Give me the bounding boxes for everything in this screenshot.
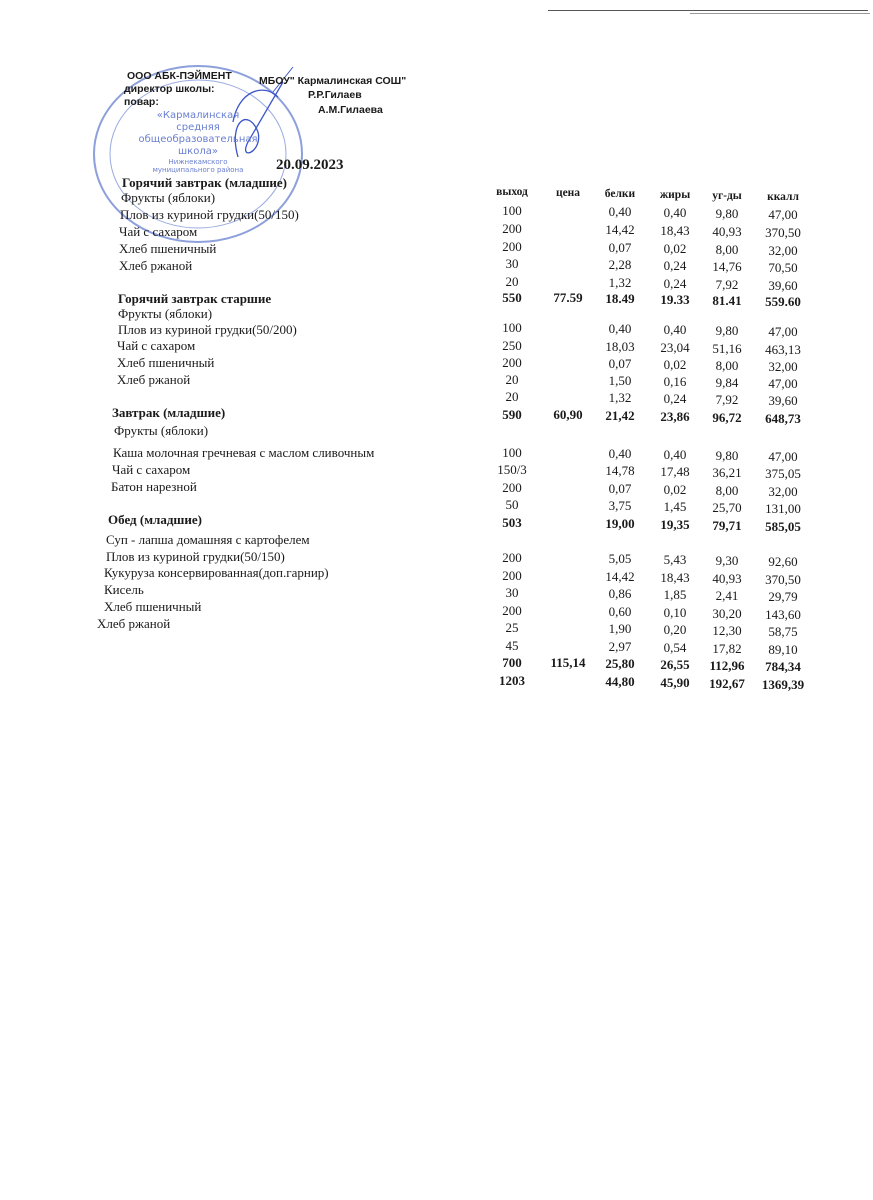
- cell-fat: 0,02: [663, 357, 687, 372]
- cell-fat: 23,04: [660, 340, 690, 355]
- dish-name: Хлеб пшеничный: [104, 599, 202, 614]
- cell-carbs: 8,00: [715, 483, 739, 498]
- cell-protein: 3,75: [608, 498, 632, 513]
- cell-kcal: 370,50: [765, 572, 801, 587]
- stamp-line: школа»: [178, 146, 218, 157]
- cell-kcal: 92,60: [768, 554, 798, 569]
- cell-kcal: 29,79: [768, 589, 798, 604]
- section-heading: Обед (младшие): [108, 512, 202, 527]
- cell-fat: 0,40: [663, 205, 687, 220]
- dish-name: Хлеб пшеничный: [117, 355, 215, 370]
- cell-yield: 200: [502, 550, 522, 565]
- cell-protein: 0,40: [608, 321, 632, 336]
- cell-fat: 17,48: [660, 464, 690, 479]
- cell-yield: 25: [505, 620, 519, 635]
- cell-protein: 14,42: [605, 569, 635, 584]
- cell-protein: 1,90: [608, 621, 632, 636]
- cell-carbs: 7,92: [715, 392, 739, 407]
- cell-protein: 0,40: [608, 446, 632, 461]
- cell-carbs: 81.41: [712, 293, 742, 308]
- dish-name: Чай с сахаром: [117, 338, 196, 353]
- cell-yield: 100: [502, 445, 522, 460]
- cell-yield: 30: [505, 585, 519, 600]
- director-label: директор школы:: [124, 83, 215, 95]
- cell-carbs: 96,72: [712, 410, 742, 425]
- cell-kcal: 131,00: [765, 501, 801, 516]
- cell-carbs: 9,30: [715, 553, 739, 568]
- cell-protein: 0,40: [608, 204, 632, 219]
- cell-fat: 0,20: [663, 622, 687, 637]
- column-header-yield: выход: [496, 186, 528, 198]
- cell-kcal: 39,60: [768, 393, 798, 408]
- cell-carbs: 51,16: [712, 341, 742, 356]
- cell-protein: 2,97: [608, 639, 632, 654]
- cell-yield: 200: [502, 603, 522, 618]
- cell-fat: 0,24: [663, 391, 687, 406]
- cell-fat: 45,90: [660, 675, 690, 690]
- cell-yield: 200: [502, 221, 522, 236]
- cell-protein: 14,78: [605, 463, 635, 478]
- cell-kcal: 32,00: [768, 359, 798, 374]
- cell-carbs: 192,67: [709, 676, 745, 691]
- cell-kcal: 47,00: [768, 449, 798, 464]
- cell-kcal: 32,00: [768, 484, 798, 499]
- cell-price: 60,90: [553, 407, 583, 422]
- company-name: ООО АБК-ПЭЙМЕНТ: [127, 70, 232, 82]
- cell-yield: 200: [502, 239, 522, 254]
- dish-name: Чай с сахаром: [119, 224, 198, 239]
- dish-name: Суп - лапша домашняя с картофелем: [106, 532, 310, 547]
- dish-name: Каша молочная гречневая с маслом сливочным: [113, 445, 375, 460]
- cell-fat: 0,02: [663, 482, 687, 497]
- stamp-line: средняя: [176, 122, 220, 133]
- cell-kcal: 370,50: [765, 225, 801, 240]
- cell-kcal: 47,00: [768, 207, 798, 222]
- cell-yield: 20: [505, 274, 519, 289]
- cell-fat: 0,54: [663, 640, 687, 655]
- dish-name: Фрукты (яблоки): [114, 423, 209, 438]
- cell-yield: 1203: [499, 673, 525, 688]
- cell-protein: 0,07: [608, 240, 632, 255]
- cell-carbs: 79,71: [712, 518, 742, 533]
- dish-name: Батон нарезной: [111, 479, 197, 494]
- cell-protein: 21,42: [605, 408, 635, 423]
- cell-kcal: 47,00: [768, 376, 798, 391]
- cell-kcal: 143,60: [765, 607, 801, 622]
- dish-name: Хлеб ржаной: [117, 372, 191, 387]
- cell-yield: 30: [505, 256, 519, 271]
- cell-kcal: 89,10: [768, 642, 798, 657]
- stamp-line: муниципального района: [152, 166, 244, 174]
- cell-kcal: 39,60: [768, 278, 798, 293]
- cell-protein: 1,50: [608, 373, 632, 388]
- dish-name: Кукуруза консервированная(доп.гарнир): [104, 565, 329, 580]
- cell-kcal: 463,13: [765, 342, 801, 357]
- cell-fat: 0,40: [663, 322, 687, 337]
- cell-carbs: 36,21: [712, 465, 742, 480]
- dish-name: Фрукты (яблоки): [121, 190, 216, 205]
- cell-protein: 19,00: [605, 516, 635, 531]
- cell-kcal: 70,50: [768, 260, 798, 275]
- cell-protein: 25,80: [605, 656, 635, 671]
- cell-yield: 200: [502, 480, 522, 495]
- cell-carbs: 2,41: [715, 588, 739, 603]
- cell-fat: 18,43: [660, 570, 690, 585]
- column-header-kcal: ккалл: [767, 191, 799, 203]
- cell-yield: 20: [505, 389, 519, 404]
- cell-protein: 14,42: [605, 222, 635, 237]
- cell-carbs: 7,92: [715, 277, 739, 292]
- cell-protein: 18.49: [605, 291, 635, 306]
- column-header-fat: жиры: [659, 189, 691, 201]
- cell-price: 77.59: [553, 290, 583, 305]
- cell-carbs: 40,93: [712, 224, 742, 239]
- cell-carbs: 17,82: [712, 641, 742, 656]
- cell-fat: 19,35: [660, 517, 690, 532]
- cell-yield: 100: [502, 203, 522, 218]
- cell-protein: 0,60: [608, 604, 632, 619]
- cell-kcal: 47,00: [768, 324, 798, 339]
- cell-carbs: 8,00: [715, 242, 739, 257]
- cook-name: А.М.Гилаева: [318, 104, 383, 116]
- cell-kcal: 58,75: [768, 624, 798, 639]
- cell-fat: 0,40: [663, 447, 687, 462]
- cook-label: повар:: [124, 96, 159, 108]
- dish-name: Плов из куриной грудки(50/200): [118, 322, 297, 337]
- cell-protein: 0,86: [608, 586, 632, 601]
- cell-carbs: 9,80: [715, 206, 739, 221]
- section-heading: Завтрак (младшие): [112, 405, 226, 420]
- cell-carbs: 8,00: [715, 358, 739, 373]
- stamp-line: «Кармалинская: [156, 110, 240, 121]
- cell-fat: 23,86: [660, 409, 690, 424]
- cell-fat: 0,10: [663, 605, 687, 620]
- scan-edge-line: [690, 13, 870, 14]
- cell-yield: 50: [505, 497, 519, 512]
- cell-protein: 0,07: [608, 356, 632, 371]
- cell-carbs: 9,80: [715, 448, 739, 463]
- cell-protein: 1,32: [608, 390, 632, 405]
- dish-name: Хлеб ржаной: [119, 258, 193, 273]
- cell-fat: 0,24: [663, 276, 687, 291]
- cell-protein: 5,05: [608, 551, 632, 566]
- dish-name: Плов из куриной грудки(50/150): [120, 207, 299, 222]
- dish-name: Чай с сахаром: [112, 462, 191, 477]
- cell-kcal: 648,73: [765, 411, 801, 426]
- column-header-protein: белки: [604, 188, 636, 200]
- section-heading: Горячий завтрак (младшие): [122, 175, 288, 190]
- scan-edge-line: [548, 10, 868, 11]
- cell-protein: 1,32: [608, 275, 632, 290]
- cell-fat: 5,43: [663, 552, 687, 567]
- section-heading: Горячий завтрак старшие: [118, 291, 272, 306]
- stamp-line: общеобразовательная: [138, 134, 258, 145]
- cell-fat: 18,43: [660, 223, 690, 238]
- cell-carbs: 9,80: [715, 323, 739, 338]
- cell-carbs: 25,70: [712, 500, 742, 515]
- cell-fat: 0,16: [663, 374, 687, 389]
- cell-yield: 200: [502, 355, 522, 370]
- cell-yield: 100: [502, 320, 522, 335]
- cell-kcal: 32,00: [768, 243, 798, 258]
- cell-yield: 45: [505, 638, 519, 653]
- cell-fat: 0,02: [663, 241, 687, 256]
- dish-name: Фрукты (яблоки): [118, 306, 213, 321]
- cell-fat: 1,85: [663, 587, 687, 602]
- cell-protein: 0,07: [608, 481, 632, 496]
- menu-date: 20.09.2023: [276, 157, 344, 173]
- cell-kcal: 375,05: [765, 466, 801, 481]
- cell-fat: 0,24: [663, 258, 687, 273]
- cell-yield: 503: [502, 515, 522, 530]
- column-header-carbs: уг-ды: [712, 190, 742, 202]
- cell-yield: 20: [505, 372, 519, 387]
- cell-carbs: 30,20: [712, 606, 742, 621]
- stamp-line: Нижнекамского: [168, 158, 228, 166]
- cell-protein: 18,03: [605, 339, 635, 354]
- cell-yield: 150/3: [497, 462, 527, 477]
- cell-yield: 700: [502, 655, 522, 670]
- dish-name: Хлеб пшеничный: [119, 241, 217, 256]
- dish-name: Кисель: [104, 582, 144, 597]
- cell-kcal: 1369,39: [761, 677, 805, 692]
- column-header-price: цена: [555, 187, 581, 199]
- cell-protein: 44,80: [605, 674, 635, 689]
- cell-price: 115,14: [550, 655, 586, 670]
- cell-fat: 26,55: [660, 657, 690, 672]
- cell-yield: 550: [502, 290, 522, 305]
- dish-name: Плов из куриной грудки(50/150): [106, 549, 285, 564]
- director-name: Р.Р.Гилаев: [308, 89, 362, 101]
- cell-fat: 1,45: [663, 499, 687, 514]
- cell-kcal: 559.60: [765, 294, 801, 309]
- cell-carbs: 12,30: [712, 623, 742, 638]
- cell-kcal: 585,05: [765, 519, 801, 534]
- cell-carbs: 9,84: [715, 375, 739, 390]
- cell-yield: 250: [502, 338, 522, 353]
- school-name: МБОУ" Кармалинская СОШ": [259, 75, 407, 87]
- cell-kcal: 784,34: [765, 659, 801, 674]
- cell-yield: 590: [502, 407, 522, 422]
- cell-fat: 19.33: [660, 292, 690, 307]
- cell-carbs: 112,96: [709, 658, 745, 673]
- cell-yield: 200: [502, 568, 522, 583]
- dish-name: Хлеб ржаной: [97, 616, 171, 631]
- cell-carbs: 14,76: [712, 259, 742, 274]
- stamp-text: [128, 110, 268, 174]
- cell-protein: 2,28: [608, 257, 632, 272]
- cell-carbs: 40,93: [712, 571, 742, 586]
